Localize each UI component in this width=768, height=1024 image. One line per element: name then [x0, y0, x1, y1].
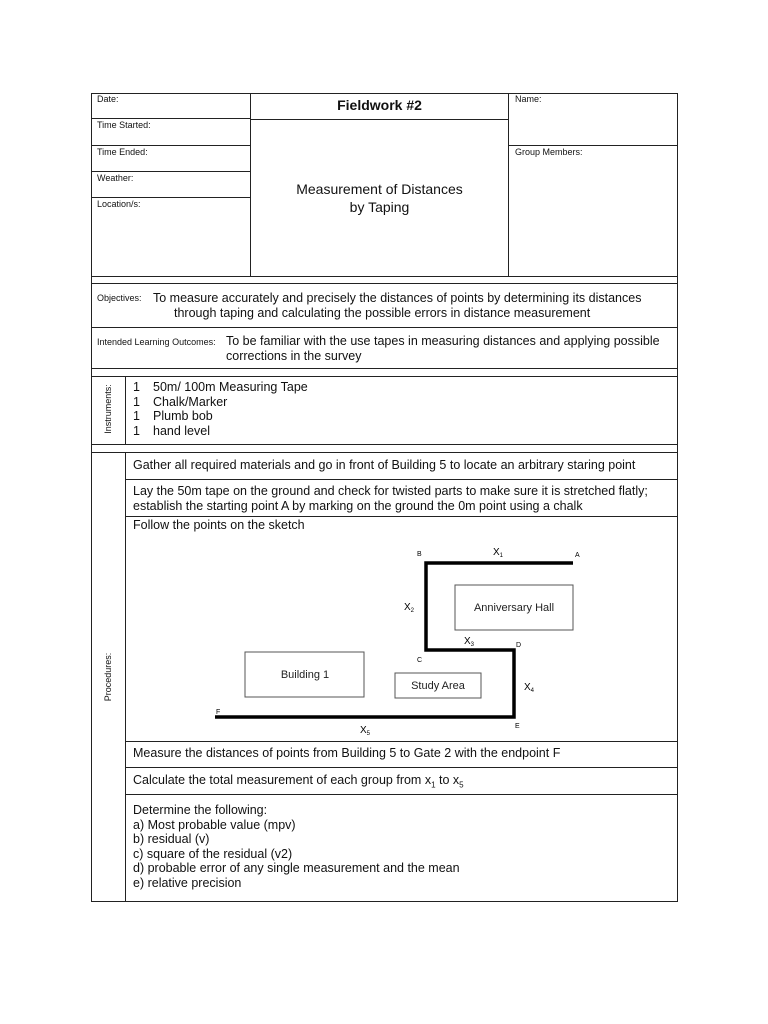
segment-x2-label: $X_2$: [404, 602, 415, 614]
objectives-line-2: through taping and calculating the possible errors in distance measurement: [174, 305, 591, 320]
subtitle-line-1: Measurement of Distances: [296, 181, 463, 197]
page-subtitle: [251, 180, 508, 216]
procedure-step-5-sub-1: 1: [431, 780, 436, 790]
procedure-step-6-item: c) square of the residual (v2): [133, 846, 293, 861]
location-label: Location/s:: [97, 199, 141, 209]
date-label: Date:: [97, 94, 119, 104]
instrument-item: [133, 395, 533, 410]
instrument-item: [133, 409, 533, 424]
procedure-step-3: Follow the points on the sketch: [133, 518, 305, 532]
segment-x3-label: $X_3$: [464, 636, 475, 648]
route-path: [215, 563, 573, 717]
procedure-step-2-line-1: Lay the 50m tape on the ground and check for twisted parts to make sure it is stretched flatly;: [133, 484, 648, 498]
outcomes-line-2: corrections in the survey: [226, 348, 362, 363]
segment-x5-label: $X_5$: [360, 725, 371, 737]
procedure-step-6-heading: Determine the following:: [133, 803, 268, 817]
instrument-name: hand level: [153, 423, 210, 438]
point-f-label: F: [216, 709, 221, 716]
weather-label: Weather:: [97, 173, 134, 183]
point-a-label: A: [575, 552, 580, 559]
page-title: Fieldwork #2: [337, 97, 422, 113]
time-started-label: Time Started:: [97, 120, 151, 130]
procedures-label: Procedures:: [103, 652, 113, 702]
procedure-step-5: [133, 773, 464, 793]
procedure-step-5-mid: to x: [435, 773, 460, 787]
procedure-step-6-item: a) Most probable value (mpv): [133, 817, 296, 832]
instrument-qty: 1: [133, 409, 140, 423]
procedure-step-4: Measure the distances of points from Building 5 to Gate 2 with the endpoint F: [133, 746, 561, 760]
instrument-qty: 1: [133, 394, 140, 409]
procedure-step-6-item: d) probable error of any single measurement and the mean: [133, 861, 460, 875]
procedure-step-6-item: e) relative precision: [133, 875, 242, 890]
procedure-step-5-text: Calculate the total measurement of each group from x: [133, 773, 432, 787]
procedure-step-2-line-2: establish the starting point A by marking on the ground the 0m point using a chalk: [133, 498, 583, 513]
instruments-label: Instruments:: [103, 384, 113, 434]
objectives-label: Objectives:: [97, 293, 142, 303]
instrument-item: [133, 380, 533, 395]
point-b-label: B: [417, 551, 422, 558]
procedure-step-6: [133, 803, 460, 890]
name-label: Name:: [515, 94, 542, 104]
route-sketch: [205, 540, 600, 740]
point-d-label: D: [516, 642, 522, 649]
procedure-step-2: [133, 484, 673, 513]
instrument-name: 50m/ 100m Measuring Tape: [153, 380, 308, 394]
instrument-qty: 1: [133, 380, 140, 394]
segment-x4-label: $X_4$: [524, 682, 535, 694]
subtitle-line-2: by Taping: [349, 199, 410, 215]
instruments-list: [133, 380, 533, 438]
instrument-name: Plumb bob: [153, 409, 213, 423]
procedure-step-1: Gather all required materials and go in front of Building 5 to locate an arbitrary staring point: [133, 458, 636, 472]
outcomes-label: Intended Learning Outcomes:: [97, 337, 216, 347]
outcomes-line-1: To be familiar with the use tapes in measuring distances and applying possible: [226, 334, 660, 348]
study-area-label: Study Area: [411, 680, 465, 692]
point-c-label: C: [417, 657, 423, 664]
objectives-line-1: To measure accurately and precisely the distances of points by determining its distances: [153, 291, 642, 305]
procedure-step-6-item: b) residual (v): [133, 832, 210, 846]
instrument-name: Chalk/Marker: [153, 394, 228, 409]
instrument-qty: 1: [133, 423, 140, 438]
anniversary-hall-label: Anniversary Hall: [473, 602, 555, 614]
point-e-label: E: [515, 723, 520, 730]
time-ended-label: Time Ended:: [97, 147, 148, 157]
instrument-item: [133, 424, 533, 439]
segment-x1-label: $X_1$: [493, 547, 504, 559]
group-members-label: Group Members:: [515, 147, 583, 157]
procedure-step-5-sub-2: 5: [459, 780, 464, 790]
building-1-label: Building 1: [280, 669, 330, 681]
